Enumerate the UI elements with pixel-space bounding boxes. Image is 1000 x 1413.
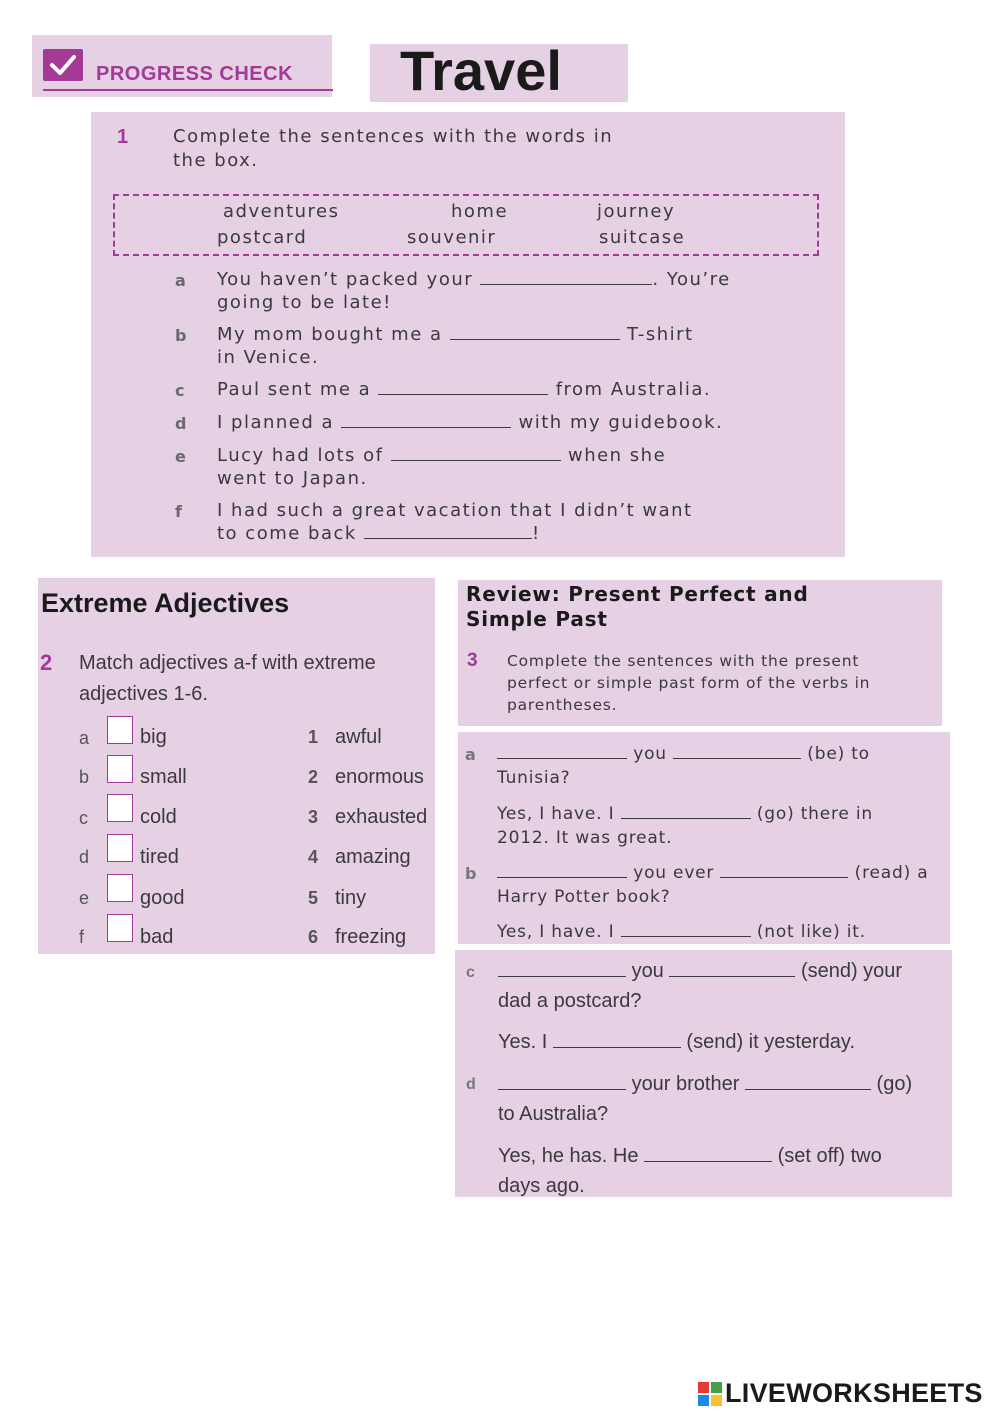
- answer: [498, 1027, 855, 1057]
- adjective: small: [140, 766, 187, 788]
- exercise-number: 3: [467, 650, 478, 671]
- item-number: 1: [308, 727, 319, 747]
- section-title: [466, 582, 809, 632]
- sentence: [217, 411, 723, 435]
- answer-checkbox[interactable]: [107, 834, 133, 862]
- sentence-text: from Australia.: [555, 379, 712, 400]
- item-letter: e: [175, 447, 188, 466]
- question-text: you: [633, 744, 667, 764]
- sentence-text: going to be late!: [217, 292, 392, 313]
- exercise-3-part-2: [455, 950, 952, 1197]
- exercise-2: [38, 578, 435, 954]
- item-letter: a: [465, 745, 477, 764]
- item-letter: e: [79, 888, 90, 908]
- question: [497, 861, 928, 885]
- sentence-text: Lucy had lots of: [217, 445, 384, 466]
- extreme-adjective: amazing: [335, 846, 411, 868]
- exercise-1: [91, 112, 845, 557]
- question-text: (read) a: [854, 863, 929, 883]
- sentence-text: . You’re: [652, 269, 731, 290]
- question-text: Tunisia?: [497, 768, 571, 788]
- answer-blank[interactable]: [341, 414, 511, 428]
- adjective: good: [140, 887, 185, 909]
- progress-check-label: PROGRESS CHECK: [96, 63, 294, 85]
- item-letter: a: [79, 728, 90, 748]
- word-bank-item: adventures: [223, 201, 340, 222]
- question-text: dad a postcard?: [498, 990, 642, 1012]
- extreme-adjective: freezing: [335, 926, 407, 948]
- word-bank-item: souvenir: [407, 227, 497, 248]
- divider: [43, 89, 333, 91]
- question-text: Harry Potter book?: [497, 887, 671, 907]
- instruction: parentheses.: [507, 696, 618, 714]
- answer-checkbox[interactable]: [107, 874, 133, 902]
- answer-text: (go) there in: [756, 804, 873, 824]
- question-text: (send) your: [800, 960, 903, 982]
- item-letter: f: [79, 927, 85, 947]
- sentence-text: You haven’t packed your: [217, 269, 474, 290]
- item-letter: b: [175, 326, 188, 345]
- instruction: adjectives 1-6.: [79, 683, 208, 705]
- liveworksheets-wordmark: LIVEWORKSHEETS: [725, 1378, 983, 1408]
- answer-blank[interactable]: [498, 1076, 626, 1090]
- page-title: Travel: [400, 39, 562, 102]
- question-text: (go): [876, 1073, 913, 1095]
- question-text: your brother: [631, 1073, 740, 1095]
- answer-blank[interactable]: [497, 864, 627, 878]
- word-bank-item: journey: [597, 201, 676, 222]
- answer-text: Yes, I have. I: [497, 922, 615, 942]
- item-letter: c: [79, 808, 88, 828]
- question-text: (be) to: [807, 744, 870, 764]
- item-number: 2: [308, 767, 319, 787]
- sentence-text: to come back: [217, 523, 357, 544]
- item-letter: c: [466, 964, 475, 981]
- answer-blank[interactable]: [644, 1148, 772, 1162]
- answer-text: (not like) it.: [756, 922, 866, 942]
- answer-blank[interactable]: [480, 271, 652, 285]
- extreme-adjective: awful: [335, 726, 382, 748]
- sentence-text: T-shirt: [627, 324, 694, 345]
- answer-blank[interactable]: [364, 525, 532, 539]
- item-letter: b: [79, 767, 90, 787]
- sentence-text: went to Japan.: [217, 468, 368, 489]
- item-letter: d: [79, 847, 90, 867]
- sentence-text: I planned a: [217, 412, 335, 433]
- answer-text: 2012. It was great.: [497, 828, 673, 848]
- item-number: 4: [308, 847, 319, 867]
- sentence-text: when she: [567, 445, 667, 466]
- extreme-adjective: exhausted: [335, 806, 428, 828]
- answer: [497, 802, 873, 826]
- answer-blank[interactable]: [673, 745, 801, 759]
- word-bank-item: suitcase: [599, 227, 686, 248]
- answer-checkbox[interactable]: [107, 755, 133, 783]
- adjective: big: [140, 726, 167, 748]
- question: [498, 1069, 912, 1099]
- sentence-text: Paul sent me a: [217, 379, 372, 400]
- title-box: [370, 39, 628, 102]
- section-title: Extreme Adjectives: [41, 588, 290, 618]
- answer-text: Yes. I: [498, 1031, 548, 1053]
- adjective: cold: [140, 806, 177, 828]
- answer-checkbox[interactable]: [107, 794, 133, 822]
- answer-blank[interactable]: [621, 805, 751, 819]
- word-bank-item: postcard: [217, 227, 308, 248]
- question-text: you: [631, 960, 664, 982]
- item-number: 3: [308, 807, 319, 827]
- liveworksheets-icon: [697, 1381, 723, 1411]
- progress-check-badge: [32, 35, 332, 97]
- exercise-number: 1: [117, 126, 129, 148]
- item-number: 6: [308, 927, 319, 947]
- sentence: [217, 444, 666, 468]
- sentence-text: I had such a great vacation that I didn’t want: [217, 500, 693, 521]
- answer-checkbox[interactable]: [107, 914, 133, 942]
- item-letter: d: [175, 414, 188, 433]
- answer-blank[interactable]: [391, 447, 561, 461]
- answer-text: Yes, I have. I: [497, 804, 615, 824]
- answer: [497, 920, 866, 944]
- answer-blank[interactable]: [450, 326, 620, 340]
- exercise-number: 2: [40, 650, 53, 675]
- instruction: Match adjectives a-f with extreme: [79, 652, 376, 674]
- question-text: to Australia?: [498, 1103, 609, 1125]
- sentence: [217, 378, 711, 402]
- section-title-line: Review: Present Perfect and: [466, 582, 809, 606]
- section-title-line: Simple Past: [466, 607, 608, 631]
- answer-text: Yes, he has. He: [498, 1145, 639, 1167]
- question-text: you ever: [633, 863, 715, 883]
- item-letter: a: [175, 271, 188, 290]
- extreme-adjective: enormous: [335, 766, 424, 788]
- answer-blank[interactable]: [745, 1076, 871, 1090]
- sentence-text: !: [532, 523, 541, 544]
- sentence-text: My mom bought me a: [217, 324, 443, 345]
- exercise-3-part-1: [458, 732, 950, 944]
- answer-blank[interactable]: [621, 923, 751, 937]
- sentence-text: with my guidebook.: [518, 412, 724, 433]
- instruction: perfect or simple past form of the verbs in: [507, 674, 871, 692]
- sentence: [217, 522, 541, 546]
- answer-blank[interactable]: [378, 381, 548, 395]
- adjective: bad: [140, 926, 174, 948]
- item-letter: d: [466, 1076, 476, 1093]
- word-box: [113, 194, 819, 256]
- answer-blank[interactable]: [669, 963, 795, 977]
- answer-blank[interactable]: [720, 864, 848, 878]
- extreme-adjective: tiny: [335, 887, 367, 909]
- answer-text: (set off) two: [777, 1145, 882, 1167]
- answer-blank[interactable]: [497, 745, 627, 759]
- sentence: [217, 323, 694, 347]
- question: [497, 742, 870, 766]
- checkmark-icon: [43, 49, 83, 81]
- instruction: Complete the sentences with the present: [507, 652, 860, 670]
- question: [498, 956, 902, 986]
- instruction: the box.: [173, 150, 259, 171]
- sentence-text: in Venice.: [217, 347, 320, 368]
- item-number: 5: [308, 888, 319, 908]
- instruction: Complete the sentences with the words in: [173, 126, 614, 147]
- item-letter: f: [175, 502, 184, 521]
- answer-blank[interactable]: [553, 1034, 681, 1048]
- sentence: [217, 268, 731, 292]
- answer-text: (send) it yesterday.: [686, 1031, 856, 1053]
- item-letter: c: [175, 381, 186, 400]
- exercise-3-header: [458, 580, 942, 726]
- answer: [498, 1141, 882, 1171]
- answer-checkbox[interactable]: [107, 716, 133, 744]
- word-bank-item: home: [451, 201, 509, 222]
- item-letter: b: [465, 864, 478, 883]
- answer-text: days ago.: [498, 1175, 585, 1197]
- adjective: tired: [140, 846, 179, 868]
- answer-blank[interactable]: [498, 963, 626, 977]
